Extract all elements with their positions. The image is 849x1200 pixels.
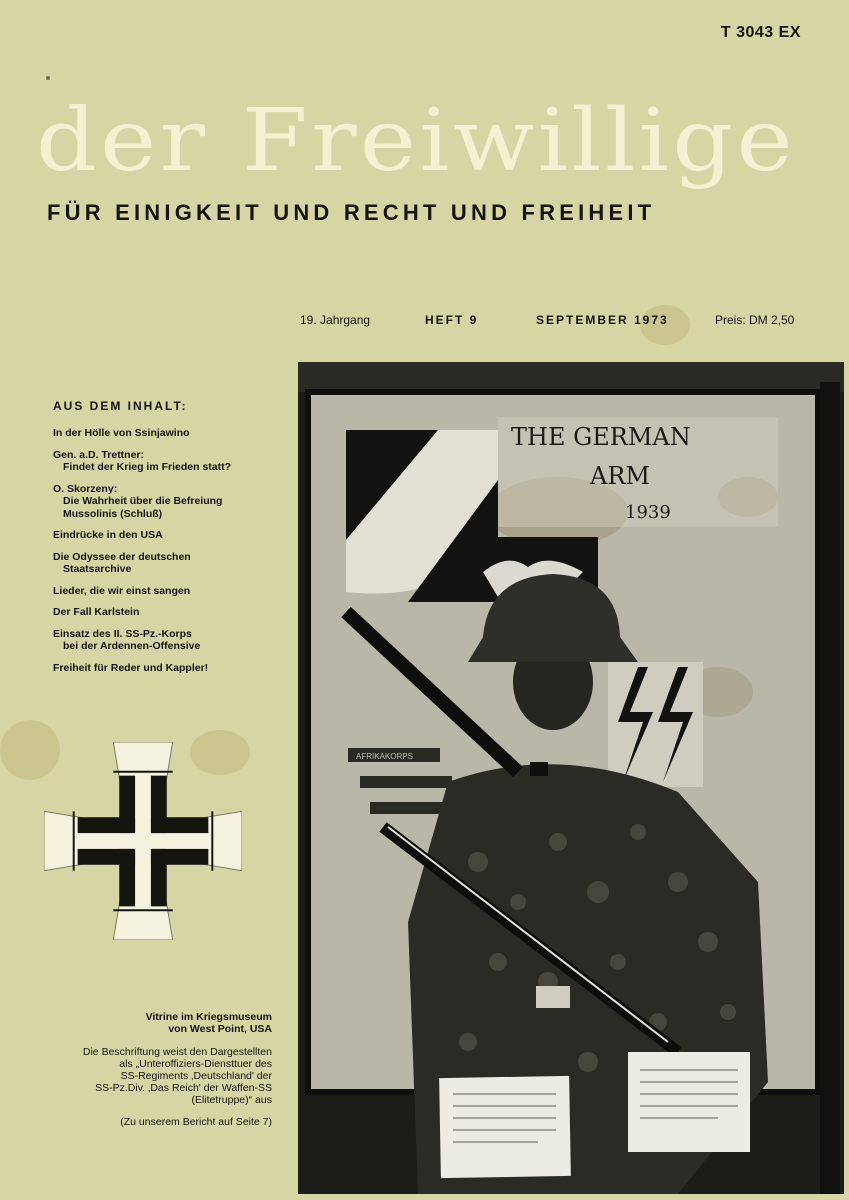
toc-line: Mussolinis (Schluß) [63,507,163,520]
caption-title-line: von West Point, USA [168,1023,272,1035]
caption-line: SS-Pz.Div. ‚Das Reich' der Waffen-SS [95,1082,272,1094]
caption-line: Die Beschriftung weist den Dargestellten [82,1046,272,1058]
toc-line: Staatsarchive [63,563,132,575]
masthead-title: der Freiwillige [36,91,797,191]
issue-number: HEFT 9 [425,313,479,327]
list-item [53,628,288,653]
list-item [53,449,288,474]
list-item [53,529,288,542]
toc-line: Die Odyssee der deutschen [53,550,191,563]
slogan: FÜR EINIGKEIT UND RECHT UND FREIHEIT [47,200,656,225]
list-item [53,606,288,619]
caption-line: als „Unteroffiziers-Diensttuer des [119,1058,272,1070]
toc-line: bei der Ardennen-Offensive [63,640,201,652]
iron-cross-icon [44,742,242,940]
issue-date: SEPTEMBER 1973 [536,313,669,327]
caption-line: SS-Regiments ‚Deutschland' der [120,1070,272,1082]
contents-title: AUS DEM INHALT: [53,399,188,413]
list-item [53,662,288,675]
toc-line: Die Wahrheit über die Befreiung [63,495,223,507]
toc-line: Eindrücke in den USA [53,529,163,541]
list-item [53,585,288,598]
display-case-image [298,362,844,1194]
caption-reference: (Zu unserem Bericht auf Seite 7) [120,1116,272,1128]
toc-line: Einsatz des II. SS-Pz.-Korps [53,627,192,640]
list-item [53,551,288,576]
toc-line: In der Hölle von Ssinjawino [53,427,190,439]
list-item [53,483,288,521]
toc-line: Gen. a.D. Trettner: [53,448,145,461]
catalog-code: T 3043 EX [720,24,801,41]
sign-text: THE GERMAN [511,423,691,451]
label-text: AFRIKAKORPS [356,752,413,761]
list-item [53,427,288,440]
toc-line: Lieder, die wir einst sangen [53,584,191,597]
toc-line: Findet der Krieg im Frieden statt? [63,461,232,473]
table-of-contents [53,399,288,683]
toc-line: Freiheit für Reder und Kappler! [53,661,209,674]
issue-volume: 19. Jahrgang [300,313,371,327]
toc-line: Der Fall Karlstein [53,606,140,618]
sign-text: ARM [590,462,650,490]
issue-price: Preis: DM 2,50 [715,313,795,327]
cover-photo [298,362,844,1194]
masthead-logo [36,80,816,200]
caption-title-line: Vitrine im Kriegsmuseum [145,1011,272,1023]
caption-line: (Elitetruppe)“ aus [191,1094,272,1106]
sign-text: 1939 [625,502,671,523]
toc-line: O. Skorzeny: [53,482,118,495]
